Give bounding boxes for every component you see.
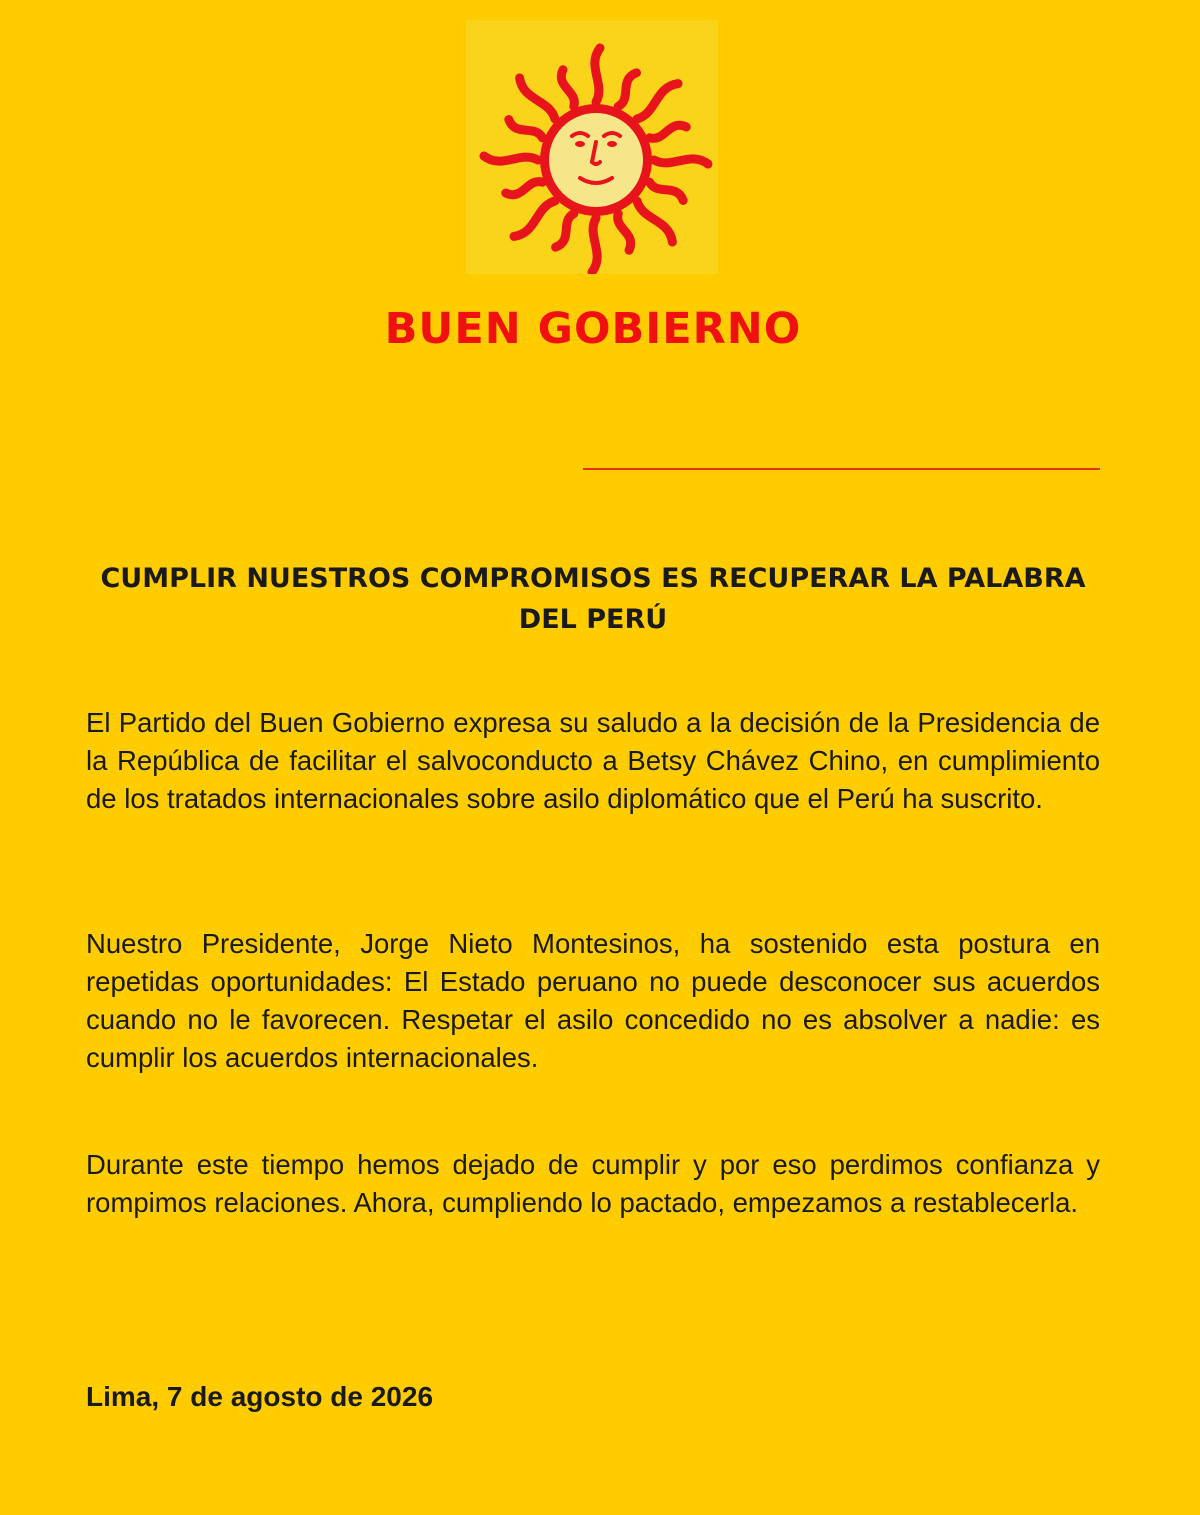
sun-ray <box>650 182 684 200</box>
sun-ray <box>561 70 574 107</box>
signature-line <box>583 468 1100 470</box>
organization-name: BUEN GOBIERNO <box>384 304 802 354</box>
sun-ray <box>514 201 555 236</box>
sun-ray <box>592 218 597 272</box>
sun-ray <box>520 78 555 119</box>
sun-ray <box>556 214 574 248</box>
sun-ray <box>637 201 672 242</box>
sun-face-icon <box>466 20 718 274</box>
sun-ray <box>637 84 678 119</box>
sun-ray <box>595 48 600 102</box>
sun-ray <box>506 182 543 195</box>
sun-ray <box>618 73 636 107</box>
sun-ray <box>484 156 538 161</box>
dateline: Lima, 7 de agosto de 2026 <box>86 1381 434 1412</box>
party-logo <box>466 20 718 274</box>
body-paragraph: Durante este tiempo hemos dejado de cumplir y por eso perdimos confianza y rompimos relaciones. Ahora, cumpliendo lo pactado, empezamos a restablecerla. <box>86 1149 1100 1218</box>
sun-ray <box>650 125 687 138</box>
sun-ray <box>654 159 708 164</box>
statement-headline: CUMPLIR NUESTROS COMPROMISOS ES RECUPERAR LA PALABRA DEL PERÚ <box>100 563 1086 635</box>
body-paragraph: Nuestro Presidente, Jorge Nieto Montesinos, ha sostenido esta postura en repetidas oportunidades: El Estado peruano no puede desconocer sus acuerdos cuando no le favorecen. Respetar el asilo concedido no es absolver a nadie: es cumplir los acuerdos internacionales. <box>86 928 1100 1073</box>
sun-ray <box>509 120 543 138</box>
sun-ray <box>618 214 631 251</box>
body-paragraph: El Partido del Buen Gobierno expresa su saludo a la decisión de la Presidencia de la República de facilitar el salvoconducto a Betsy Chávez Chino, en cumplimiento de los tratados internacionales sobre asilo diplomático que el Perú ha suscrito. <box>86 707 1100 814</box>
